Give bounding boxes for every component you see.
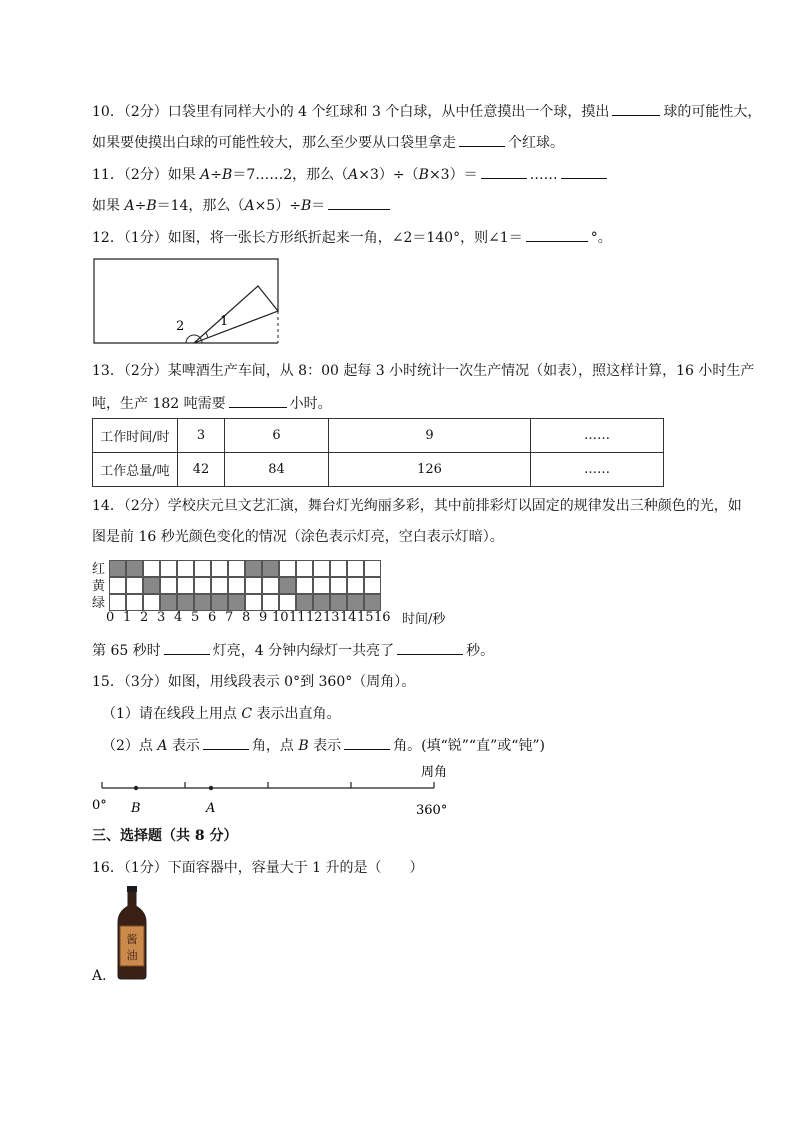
light-cell-yellow [194, 577, 211, 594]
q10-text-d: 个红球。 [508, 135, 564, 151]
q11-text-f: ＝14，那么（ [156, 198, 245, 214]
light-cell-green [228, 594, 245, 611]
table-cell: …… [531, 419, 664, 453]
q14-text-b: 灯亮，4 分钟内绿灯一共亮了 [212, 643, 395, 659]
full-angle-label: 周角 [421, 765, 448, 780]
time-tick-label: 10 [272, 610, 289, 625]
time-tick-label: 2 [140, 610, 149, 625]
q12-line [92, 227, 612, 248]
q11-text-c: ×3）÷（ [358, 167, 419, 183]
light-cell-red [279, 560, 296, 577]
light-cell-yellow [330, 577, 347, 594]
light-cell-red [177, 560, 194, 577]
light-cell-red [160, 560, 177, 577]
light-cell-green [347, 594, 364, 611]
light-cell-red [126, 560, 143, 577]
point-b [134, 786, 138, 790]
q11-var: A [348, 167, 359, 183]
q11-text-e: 如果 [92, 198, 125, 214]
q11-var: B [418, 167, 429, 183]
time-tick-label: 4 [174, 610, 183, 625]
light-cell-red [262, 560, 279, 577]
q13-text-b: 小时。 [289, 396, 332, 412]
q11-op: ÷ [210, 167, 223, 183]
q11-dots: …… [529, 167, 558, 183]
table-row [93, 419, 664, 453]
production-table [92, 418, 664, 487]
q11-text-b: ＝7……2，那么（ [232, 167, 349, 183]
time-tick-label: 12 [306, 610, 323, 625]
light-cell-green [211, 594, 228, 611]
light-cell-green [296, 594, 313, 611]
time-tick-label: 1 [123, 610, 132, 625]
time-tick-label: 8 [242, 610, 251, 625]
q15-text: 角，点 [251, 738, 299, 754]
time-tick-label: 16 [374, 610, 391, 625]
q12-tail: °。 [590, 230, 612, 246]
q15-var: C [241, 706, 253, 722]
light-cell-green [143, 594, 160, 611]
light-cell-red [330, 560, 347, 577]
light-cell-yellow [160, 577, 177, 594]
table-cell: 3 [178, 419, 225, 453]
light-cell-green [160, 594, 177, 611]
light-cell-green [262, 594, 279, 611]
table-cell: 6 [225, 419, 329, 453]
angle-2-label: 2 [176, 319, 185, 334]
row-label-green: 绿 [92, 596, 106, 611]
q14-answer-line [92, 640, 494, 661]
light-cell-red [228, 560, 245, 577]
time-tick-label: 13 [323, 610, 340, 625]
q15-blank-2[interactable] [344, 735, 390, 750]
table-cell: 126 [329, 453, 531, 487]
q15-text: （2）点 [102, 738, 158, 754]
section-heading: 三、选择题（共 8 分） [92, 828, 238, 844]
time-tick-label: 6 [208, 610, 217, 625]
time-tick-label: 5 [191, 610, 200, 625]
degree-360-label: 360° [416, 803, 448, 818]
folded-paper-figure [92, 257, 282, 347]
q11-var: A [200, 167, 211, 183]
light-cell-yellow [177, 577, 194, 594]
time-axis-label: 时间/秒 [402, 612, 446, 627]
angle-1-label: 1 [220, 314, 229, 329]
table-cell: 9 [329, 419, 531, 453]
light-cell-yellow [279, 577, 296, 594]
light-cell-green [313, 594, 330, 611]
time-tick-label: 15 [357, 610, 374, 625]
q16-line: 16．（1分）下面容器中，容量大于 1 升的是（ ） [92, 860, 424, 876]
light-cell-yellow [126, 577, 143, 594]
q10-text-b: 球的可能性大， [663, 104, 762, 120]
q13-line1: 13．（2分）某啤酒生产车间，从 8：00 起每 3 小时统计一次生产情况（如表），照这样计算，16 小时生产 [92, 363, 755, 379]
bottle-label-text: 酱 [126, 933, 138, 946]
table-row [93, 453, 664, 487]
row-label-red: 红 [92, 562, 106, 577]
bottle-label-text: 油 [126, 949, 138, 962]
q14-line1: 14．（2分）学校庆元旦文艺汇演，舞台灯光绚丽多彩，其中前排彩灯以固定的规律发出三种颜色的光，如 [92, 498, 742, 514]
q14-text-c: 秒。 [466, 643, 495, 659]
q13-blank[interactable] [229, 393, 287, 408]
q10-text-c: 如果要使摸出白球的可能性较大，那么至少要从口袋里拿走 [92, 135, 456, 151]
light-cell-green [245, 594, 262, 611]
time-tick-label: 11 [289, 610, 306, 625]
table-cell: 工作总量/吨 [93, 453, 178, 487]
zero-label: 0° [92, 798, 107, 813]
q11-var: A [244, 198, 255, 214]
light-cell-red [296, 560, 313, 577]
q12-blank[interactable] [526, 227, 588, 242]
q10-blank-2[interactable] [459, 132, 505, 147]
light-cell-yellow [211, 577, 228, 594]
light-cell-green [177, 594, 194, 611]
light-cell-green [126, 594, 143, 611]
point-b-label: B [131, 801, 141, 816]
q11-var: B [146, 198, 157, 214]
light-cell-green [279, 594, 296, 611]
q14-blank-1[interactable] [164, 640, 210, 655]
light-cell-red [313, 560, 330, 577]
q15-var: B [298, 738, 309, 754]
q11-var: B [300, 198, 312, 214]
light-cell-red [211, 560, 228, 577]
light-cell-red [109, 560, 126, 577]
light-cell-red [143, 560, 160, 577]
time-tick-label: 3 [157, 610, 166, 625]
q15-text: 表示出直角。 [252, 706, 341, 722]
q11-line1 [92, 164, 610, 185]
light-cell-yellow [313, 577, 330, 594]
light-cell-red [194, 560, 211, 577]
q15-sub1 [102, 704, 341, 724]
q15-text: 表示 [167, 738, 200, 754]
q11-op: ÷ [134, 198, 147, 214]
time-tick-label: 14 [340, 610, 357, 625]
light-cell-red [245, 560, 262, 577]
q11-text-h: ＝ [311, 198, 326, 214]
time-tick-label: 9 [259, 610, 268, 625]
bottle-cap [127, 886, 137, 892]
q15-text: （1）请在线段上用点 [102, 706, 242, 722]
table-cell: 工作时间/时 [93, 419, 178, 453]
light-cell-yellow [347, 577, 364, 594]
light-cell-yellow [364, 577, 381, 594]
q15-text: 表示 [308, 738, 342, 754]
angle-number-line [88, 762, 458, 820]
q12-text: 12．（1分）如图，将一张长方形纸折起来一角，∠2＝140°，则∠1＝ [92, 230, 523, 246]
light-cell-green [330, 594, 347, 611]
q11-blank-quotient[interactable] [481, 164, 527, 179]
q11-var: A [124, 198, 135, 214]
table-cell: 42 [178, 453, 225, 487]
q11-var: B [222, 167, 233, 183]
q15-blank-1[interactable] [203, 735, 249, 750]
light-cell-red [364, 560, 381, 577]
q15-var: A [157, 738, 168, 754]
q15-text: 角。(填“锐”“直”或“钝”) [393, 738, 546, 754]
q14-text-a: 第 65 秒时 [92, 643, 161, 659]
table-cell: …… [531, 453, 664, 487]
light-cell-yellow [245, 577, 262, 594]
time-tick-label: 0 [106, 610, 115, 625]
light-cell-yellow [228, 577, 245, 594]
light-cell-green [109, 594, 126, 611]
q10-blank-1[interactable] [612, 101, 660, 116]
q14-blank-2[interactable] [397, 640, 463, 655]
q11-blank-3[interactable] [328, 195, 390, 210]
point-a [209, 786, 213, 790]
q11-text-a: 11．（2分）如果 [92, 167, 201, 183]
q10-line2 [92, 132, 564, 153]
q11-text-g: ×5）÷ [254, 198, 301, 214]
q13-text-a: 吨，生产 182 吨需要 [92, 396, 226, 412]
q10-text-a: 10．（2分）口袋里有同样大小的 4 个红球和 3 个白球，从中任意摸出一个球，摸出 [92, 104, 610, 120]
q10-line1 [92, 101, 761, 122]
q15-sub2 [102, 735, 545, 756]
q14-line2: 图是前 16 秒光颜色变化的情况（涂色表示灯亮，空白表示灯暗）。 [92, 529, 504, 545]
light-grid [92, 558, 472, 630]
light-cell-red [347, 560, 364, 577]
light-cell-green [364, 594, 381, 611]
light-cell-yellow [262, 577, 279, 594]
q11-line2 [92, 195, 393, 216]
light-cell-yellow [143, 577, 160, 594]
table-cell: 84 [225, 453, 329, 487]
q11-text-d: ×3）＝ [428, 167, 478, 183]
light-cell-yellow [296, 577, 313, 594]
time-tick-label: 7 [225, 610, 234, 625]
point-a-label: A [206, 801, 216, 816]
row-label-yellow: 黄 [92, 579, 106, 594]
light-cell-yellow [109, 577, 126, 594]
soy-sauce-bottle-icon[interactable] [116, 886, 148, 980]
option-a-label[interactable]: A． [92, 968, 117, 984]
q15-line1: 15．（3分）如图，用线段表示 0°到 360°（周角）。 [92, 674, 416, 690]
q11-blank-remainder[interactable] [561, 164, 607, 179]
light-cell-green [194, 594, 211, 611]
q13-line2 [92, 393, 332, 414]
